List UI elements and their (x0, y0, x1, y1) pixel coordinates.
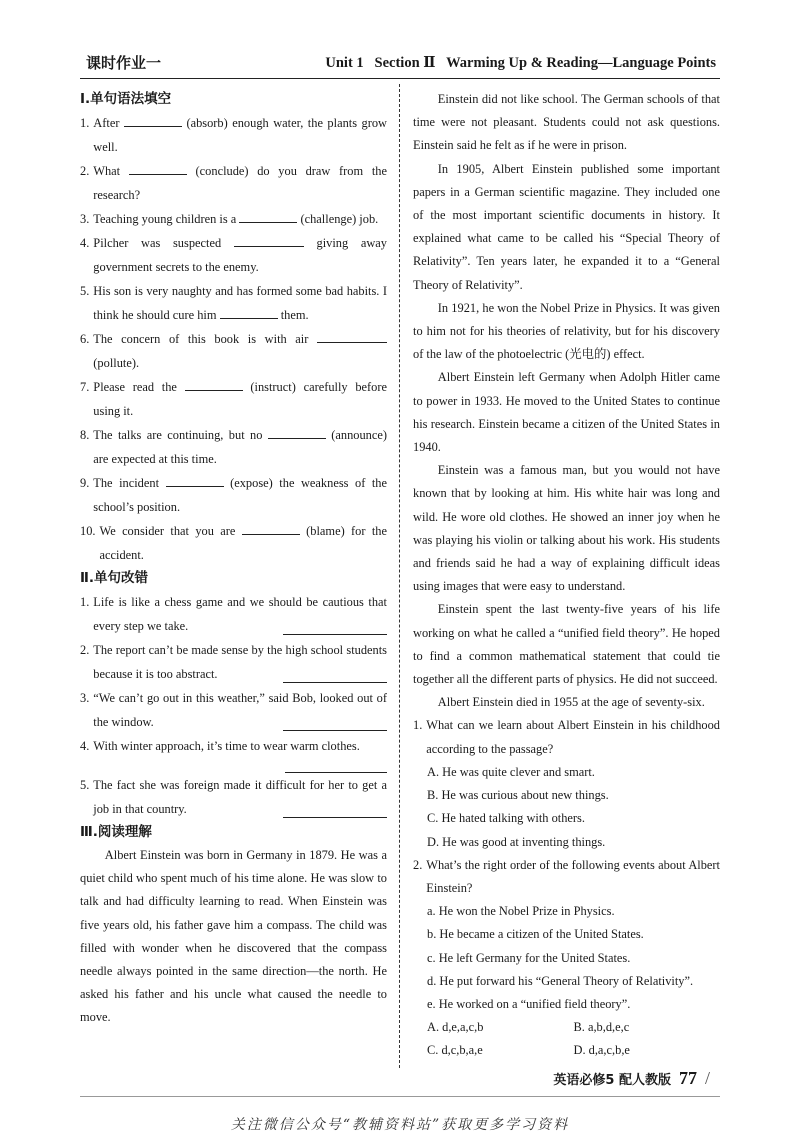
correction-answer-line[interactable] (283, 805, 387, 818)
fill-item: 8. The talks are continuing, but no (announce) are expected at this time. (80, 428, 387, 466)
passage-paragraph: Einstein spent the last twenty-five years of his life working on what he called a “unified field theory”. He hoped to find a common mathematical statement that could tie together all the different parts of physics. He did not succeed. (413, 602, 720, 687)
fill-item: 10. We consider that you are (blame) for the accident. (80, 524, 388, 562)
correction-item: 1. Life is like a chess game and we should be cautious that every step we take. (80, 595, 387, 633)
header-right-title: Unit 1 Section Ⅱ Warming Up & Reading—Language Points (325, 55, 716, 71)
option-c[interactable]: C. d,c,b,a,e (427, 1043, 483, 1058)
correction-answer-line[interactable] (285, 758, 387, 773)
answer-blank[interactable] (234, 234, 304, 247)
passage-paragraph: Einstein was a famous man, but you would not have known that by looking at him. His white hair was long and wild. He wore old clothes. He showed an inner joy when he was playing his violin or talking about his work. His students and friends said he had a way of explaining difficult ideas using images that were easy to understand. (413, 463, 720, 594)
header-left-title: 课时作业一 (86, 54, 162, 72)
correction-item: 2. The report can’t be made sense by the high school students because it is too abstract. (80, 643, 387, 681)
answer-blank[interactable] (242, 522, 300, 535)
option-b[interactable]: B. a,b,d,e,c (573, 1020, 630, 1035)
question: 2. What’s the right order of the following events about Albert Einstein? (413, 857, 720, 895)
option-c[interactable]: C. He hated talking with others. (427, 811, 585, 826)
option-d[interactable]: D. He was good at inventing things. (427, 834, 606, 849)
event-item: e. He worked on a “unified field theory”. (427, 996, 631, 1011)
correction-answer-line[interactable] (283, 718, 387, 731)
footer-rule (80, 1096, 720, 1097)
fill-item: 4. Pilcher was suspected giving away government secrets to the enemy. (80, 236, 387, 274)
correction-item: 3. “We can’t go out in this weather,” said Bob, looked out of the window. (80, 691, 387, 729)
fill-item: 6. The concern of this book is with air (pollute). (80, 327, 387, 375)
answer-blank[interactable] (268, 426, 326, 439)
option-a[interactable]: A. He was quite clever and smart. (427, 764, 595, 779)
fill-item: 7. Please read the (instruct) carefully before using it. (80, 380, 387, 418)
page-number: 77 (678, 1068, 697, 1088)
watermark-text: 关注微信公众号“教辅资料站”获取更多学习资料 (230, 1117, 570, 1133)
event-item: a. He won the Nobel Prize in Physics. (427, 904, 615, 919)
passage-paragraph: In 1921, he won the Nobel Prize in Physics. It was given to him not for his theories of relativity, but for his discovery of the law of the photoelectric (光电的) effect. (413, 300, 720, 362)
answer-blank[interactable] (124, 114, 182, 127)
answer-blank[interactable] (220, 306, 278, 319)
fill-item: 1. After (absorb) enough water, the plants grow well. (80, 116, 387, 154)
answer-blank[interactable] (129, 162, 187, 175)
fill-item: 2. What (conclude) do you draw from the research? (80, 164, 387, 202)
answer-blank[interactable] (185, 378, 243, 391)
correction-answer-line[interactable] (283, 622, 387, 635)
option-a[interactable]: A. d,e,a,c,b (427, 1020, 484, 1035)
section1-title: Ⅰ.单句语法填空 (80, 91, 172, 107)
left-column (80, 88, 387, 1030)
correction-item: 4. With winter approach, it’s time to wear warm clothes. (80, 734, 387, 773)
footer-bar (553, 1068, 710, 1089)
option-b[interactable]: B. He was curious about new things. (427, 788, 609, 803)
correction-answer-line[interactable] (283, 670, 387, 683)
passage-paragraph: Albert Einstein died in 1955 at the age of seventy-six. (437, 695, 705, 710)
event-item: d. He put forward his “General Theory of Relativity”. (427, 973, 694, 988)
fill-item: 3. Teaching young children is a (challenge) job. (80, 212, 379, 226)
event-item: c. He left Germany for the United States. (427, 950, 631, 965)
page-slash: / (704, 1068, 710, 1088)
fill-item: 9. The incident (expose) the weakness of the school’s position. (80, 476, 387, 514)
passage-paragraph: Albert Einstein left Germany when Adolph Hitler came to power in 1933. He moved to the United States to continue his research. Einstein became a citizen of the United States in 1940. (413, 370, 720, 455)
question: 1. What can we learn about Albert Einstein in his childhood according to the passage? (413, 718, 720, 756)
passage-paragraph: Einstein did not like school. The German schools of that time were not pleasant. Students could not ask questions. Einstein said he felt as if he were in prison. (413, 92, 720, 153)
header-rule (80, 78, 720, 79)
section2-title: Ⅱ.单句改错 (80, 570, 149, 586)
book-label: 英语必修5 配人教版 (553, 1073, 671, 1088)
answer-blank[interactable] (166, 474, 224, 487)
column-divider (399, 84, 400, 1068)
section3-title: Ⅲ.阅读理解 (80, 824, 152, 840)
answer-blank[interactable] (239, 210, 297, 223)
option-d[interactable]: D. d,a,c,b,e (573, 1043, 630, 1058)
correction-item: 5. The fact she was foreign made it difficult for her to get a job in that country. (80, 778, 387, 816)
passage-paragraph: In 1905, Albert Einstein published some important papers in a German scientific magazine. They included one of the most important scientific documents in history. It explained what came to be called his “Special Theory of Relativity”. Ten years later, he expanded it to a “General Theory of Relativity”. (413, 161, 720, 292)
options-row (413, 1039, 720, 1062)
fill-item: 5. His son is very naughty and has formed some bad habits. I think he should cure him them. (80, 284, 387, 322)
event-item: b. He became a citizen of the United States. (427, 927, 644, 942)
answer-blank[interactable] (317, 330, 387, 343)
passage-paragraph: Albert Einstein was born in Germany in 1879. He was a quiet child who spent much of his time alone. He was slow to talk and had difficulty learning to read. When Einstein was five years old, his father gave him a compass. The child was filled with wonder when he discovered that the compass needle always pointed in the same direction—the north. He asked his father and his uncle what caused the needle to move. (80, 848, 387, 1025)
options-row (413, 1016, 720, 1039)
right-column (413, 88, 720, 1063)
